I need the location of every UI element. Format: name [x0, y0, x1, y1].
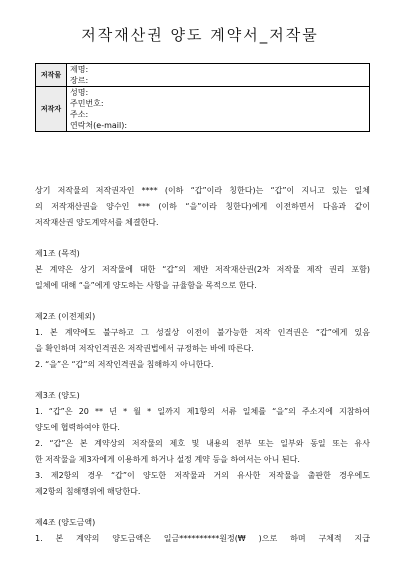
intro-line: 의 저작재산권을 양수인 *** (이하 “을”이라 칭한다)에게 이전하면서 다음과 같이 — [35, 202, 370, 211]
article-line: 1. 본 계약에도 불구하고 그 성질상 이전이 불가능한 저작 인격권은 “갑”에게 있음 — [35, 328, 370, 337]
article-line: 제2항의 침해행위에 해당한다. — [35, 487, 141, 496]
article-line: 한 저작물을 제3자에게 이용하게 하거나 설정 계약 등을 하여서는 아니 된다. — [35, 455, 300, 464]
work-header: 저작물 — [36, 64, 67, 87]
info-table — [35, 63, 370, 132]
article-4 — [35, 515, 370, 547]
work-row — [36, 64, 370, 87]
document-title: 저작재산권 양도 계약서_저작물 — [81, 26, 319, 44]
article-3 — [35, 388, 370, 500]
work-fields — [67, 64, 370, 87]
article-2 — [35, 309, 370, 373]
author-fields — [67, 87, 370, 132]
article-line: 일체에 대해 “을”에게 양도하는 사항을 규율함을 목적으로 한다. — [35, 281, 257, 290]
intro-line: 저작재산권 양도계약서를 체결한다. — [35, 218, 159, 227]
author-contact-field: 연락처(e-mail): — [70, 121, 128, 130]
article-line: 1. “갑”은 20 ** 년 * 월 * 일까지 제1항의 서류 일체를 “을”의 주소지에 지참하여 — [35, 407, 370, 416]
author-name-field: 성명: — [70, 88, 89, 97]
article-heading: 제2조 (이전제외) — [35, 312, 96, 321]
article-heading: 제3조 (양도) — [35, 391, 80, 400]
article-heading: 제4조 (양도금액) — [35, 518, 96, 527]
work-genre-field: 장르: — [70, 76, 89, 85]
article-1 — [35, 246, 370, 294]
article-line: 을 확인하며 저작인격권은 저작권법에서 규정하는 바에 따른다. — [35, 344, 254, 353]
article-line: 본 계약은 상기 저작물에 대한 “갑”의 제반 저작재산권(2차 저작물 제작 권리 포함) — [35, 265, 370, 274]
article-line: 양도에 협력하여야 한다. — [35, 423, 120, 432]
intro-line: 상기 저작물의 저작권자인 **** (이하 “갑”이라 칭한다)는 “갑”이 지니고 있는 일체 — [35, 186, 370, 195]
article-heading: 제1조 (목적) — [35, 249, 80, 258]
work-title-field: 제명: — [70, 65, 89, 74]
article-line: 2. “을”은 “갑”의 저작인격권을 침해하지 아니한다. — [35, 360, 214, 369]
author-header: 저작자 — [36, 87, 67, 132]
intro-paragraph — [35, 183, 370, 231]
article-line: 1. 본 계약의 양도금액은 일금**********원정(₩ )으로 하며 구체적 지급 — [35, 534, 370, 543]
author-address-field: 주소: — [70, 110, 89, 119]
article-line: 2. “갑”은 본 계약상의 저작물의 제호 및 내용의 전부 또는 일부와 동일 또는 유사 — [35, 439, 370, 448]
author-id-field: 주민번호: — [70, 99, 104, 108]
article-line: 3. 제2항의 경우 “갑”이 양도한 저작물과 거의 유사한 저작물을 출판한 경우에도 — [35, 471, 370, 480]
document-body — [35, 183, 370, 547]
author-row — [36, 87, 370, 132]
